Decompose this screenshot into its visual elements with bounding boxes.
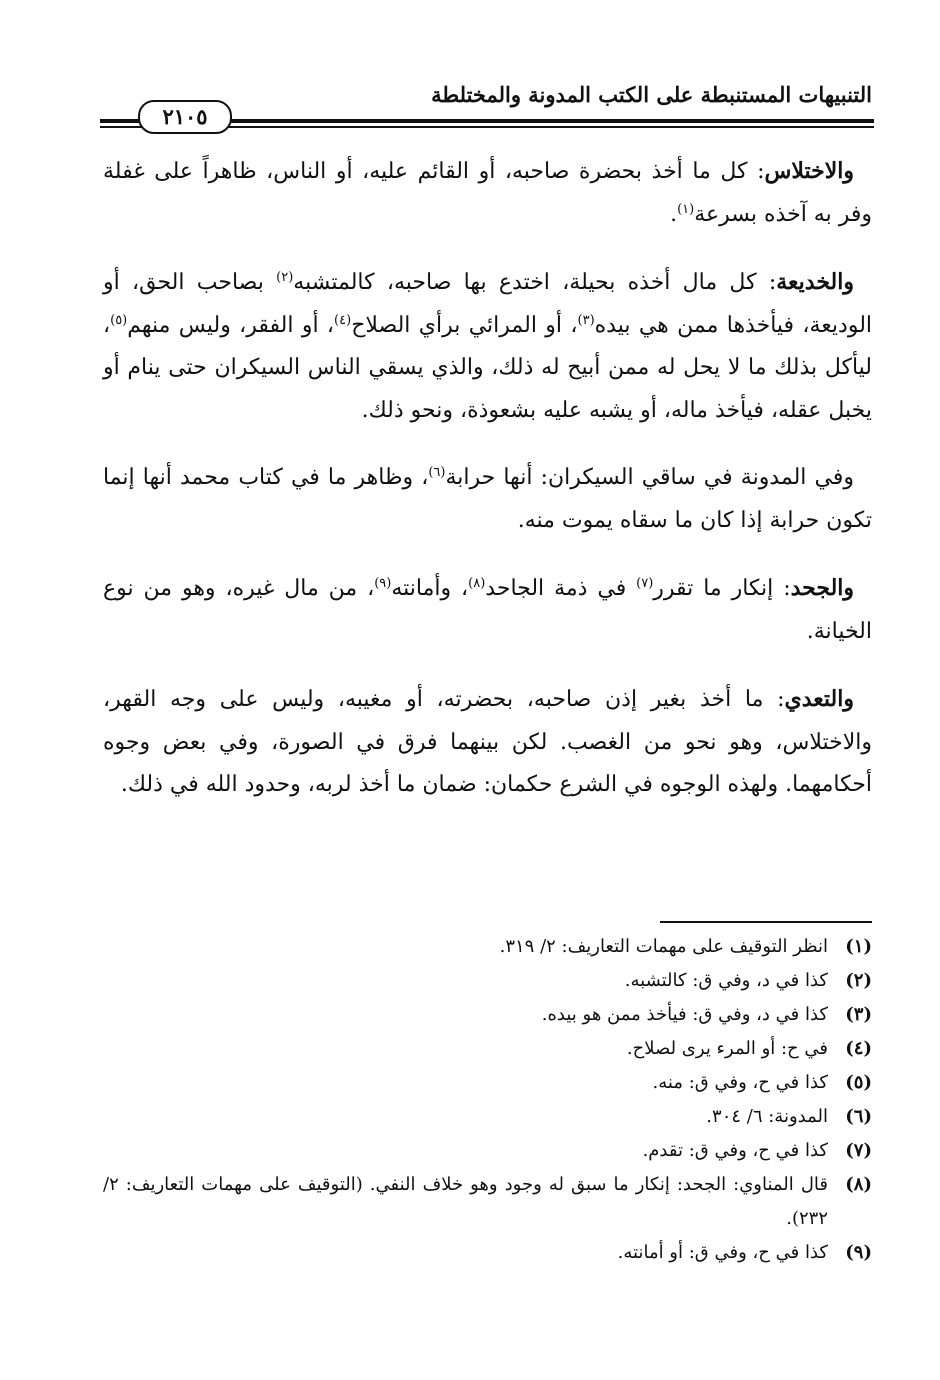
paragraph-text: ، أو الفقر، وليس منهم xyxy=(127,312,335,338)
paragraph-khadia xyxy=(103,261,872,432)
footnote-number: (٢) xyxy=(845,970,872,991)
footnote-text: في ح: أو المرء يرى لصلاح. xyxy=(626,1038,828,1059)
footnote-text: كذا في د، وفي ق: كالتشبه. xyxy=(624,970,828,991)
footnote-number: (٣) xyxy=(845,1004,872,1025)
paragraph-text: : ما أخذ بغير إذن صاحبه، بحضرته، أو مغيبه، وليس على وجه القهر، والاختلاس، وهو نحو من الغصب. لكن بينهما فرق في الصورة، وفي بعض وجوه أحكامهما. ولهذه الوجوه في الشرع حكمان: ضمان ما أخذ لربه، وحدود الله في ذلك. xyxy=(103,687,872,797)
paragraph-text: ، وظاهر ما في كتاب محمد أنها إنما تكون حرابة إذا كان ما سقاه يموت منه. xyxy=(103,465,872,533)
body-text xyxy=(103,150,872,832)
footnote-ref: (٢) xyxy=(276,270,294,285)
footnote-ref: (٣) xyxy=(577,312,595,328)
paragraph-text: ، من مال غيره، وهو من نوع الخيانة. xyxy=(103,576,872,644)
footnote-item xyxy=(103,1236,872,1270)
footnote-number: (٧) xyxy=(845,1140,872,1161)
paragraph-text: ، أو المرائي برأي الصلاح xyxy=(351,312,578,338)
paragraph-text: ، ليأكل بذلك ما لا يحل له ممن أبيح له ذلك، والذي يسقي الناس السيكران حتى ينام أو يخبل عقله، فيأخذ ماله، أو يشبه عليه بشعوذة، ونحو ذلك. xyxy=(103,312,872,423)
paragraph-text: . xyxy=(670,201,678,227)
paragraph-taaddi xyxy=(103,678,872,807)
paragraph-jahd xyxy=(103,567,872,653)
footnote-text: المدونة: ٦/ ٣٠٤. xyxy=(706,1106,828,1127)
footnote-item xyxy=(103,1032,872,1066)
footnote-text: كذا في ح، وفي ق: تقدم. xyxy=(642,1140,828,1161)
footnote-ref: (٥) xyxy=(110,312,128,328)
paragraph-text: ، وأمانته xyxy=(391,576,469,601)
term-khadia: والخديعة xyxy=(776,269,854,295)
paragraph-text: : كل ما أخذ بحضرة صاحبه، أو القائم عليه، أو الناس، ظاهراً على غفلة وفر به آخذه بسرعة xyxy=(103,159,872,227)
footnote-text: كذا في ح، وفي ق: منه. xyxy=(652,1072,828,1093)
footnote-text: قال المناوي: الجحد: إنكار ما سبق له وجود وهو خلاف النفي. (التوقيف على مهمات التعاريف: ٢/ ٢٣٢). xyxy=(103,1174,828,1229)
footnote-number: (٥) xyxy=(845,1072,872,1093)
footnote-ref: (٩) xyxy=(374,576,392,591)
footnote-number: (٤) xyxy=(845,1038,872,1059)
footnote-number: (٨) xyxy=(845,1174,872,1195)
footnote-rule xyxy=(660,921,872,923)
paragraph-ikhtilas xyxy=(103,150,872,236)
footnote-text: كذا في د، وفي ق: فيأخذ ممن هو بيده. xyxy=(541,1004,828,1025)
footnote-item xyxy=(103,964,872,998)
paragraph-text: وفي المدونة في ساقي السيكران: أنها حرابة xyxy=(445,465,854,490)
footnote-item xyxy=(103,998,872,1032)
running-title: التنبيهات المستنبطة على الكتب المدونة والمختلطة xyxy=(431,82,872,107)
footnote-ref: (٨) xyxy=(468,576,486,591)
footnote-number: (٦) xyxy=(845,1106,872,1127)
paragraph-text: في ذمة الجاحد xyxy=(485,576,637,601)
paragraph-text: بصاحب الحق، أو الوديعة، فيأخذها ممن هي بيده xyxy=(103,270,873,338)
term-jahd: والجحد xyxy=(790,575,855,601)
footnotes xyxy=(103,930,872,1270)
footnote-ref: (٦) xyxy=(428,465,446,480)
paragraph-text: : كل مال أخذه بحيلة، اختدع بها صاحبه، كالمتشبه xyxy=(293,270,777,295)
footnote-item xyxy=(103,1134,872,1168)
term-ikhtilas: والاختلاس xyxy=(764,158,854,184)
footnote-text: كذا في ح، وفي ق: أو أمانته. xyxy=(617,1242,828,1263)
term-taaddi: والتعدي xyxy=(784,686,854,712)
footnote-item xyxy=(103,930,872,964)
paragraph-mudawwana xyxy=(103,457,872,542)
footnote-number: (٩) xyxy=(845,1242,872,1263)
footnote-item xyxy=(103,1100,872,1134)
footnote-text: انظر التوقيف على مهمات التعاريف: ٢/ ٣١٩. xyxy=(499,936,828,957)
paragraph-text: : إنكار ما تقرر xyxy=(653,576,791,601)
footnote-ref: (٤) xyxy=(334,312,352,328)
footnote-item xyxy=(103,1066,872,1100)
footnote-item xyxy=(103,1168,872,1236)
footnote-ref: (٧) xyxy=(636,576,654,591)
footnote-ref: (١) xyxy=(677,201,695,217)
footnote-number: (١) xyxy=(845,936,872,957)
page-number: ٢١٠٥ xyxy=(138,100,232,134)
